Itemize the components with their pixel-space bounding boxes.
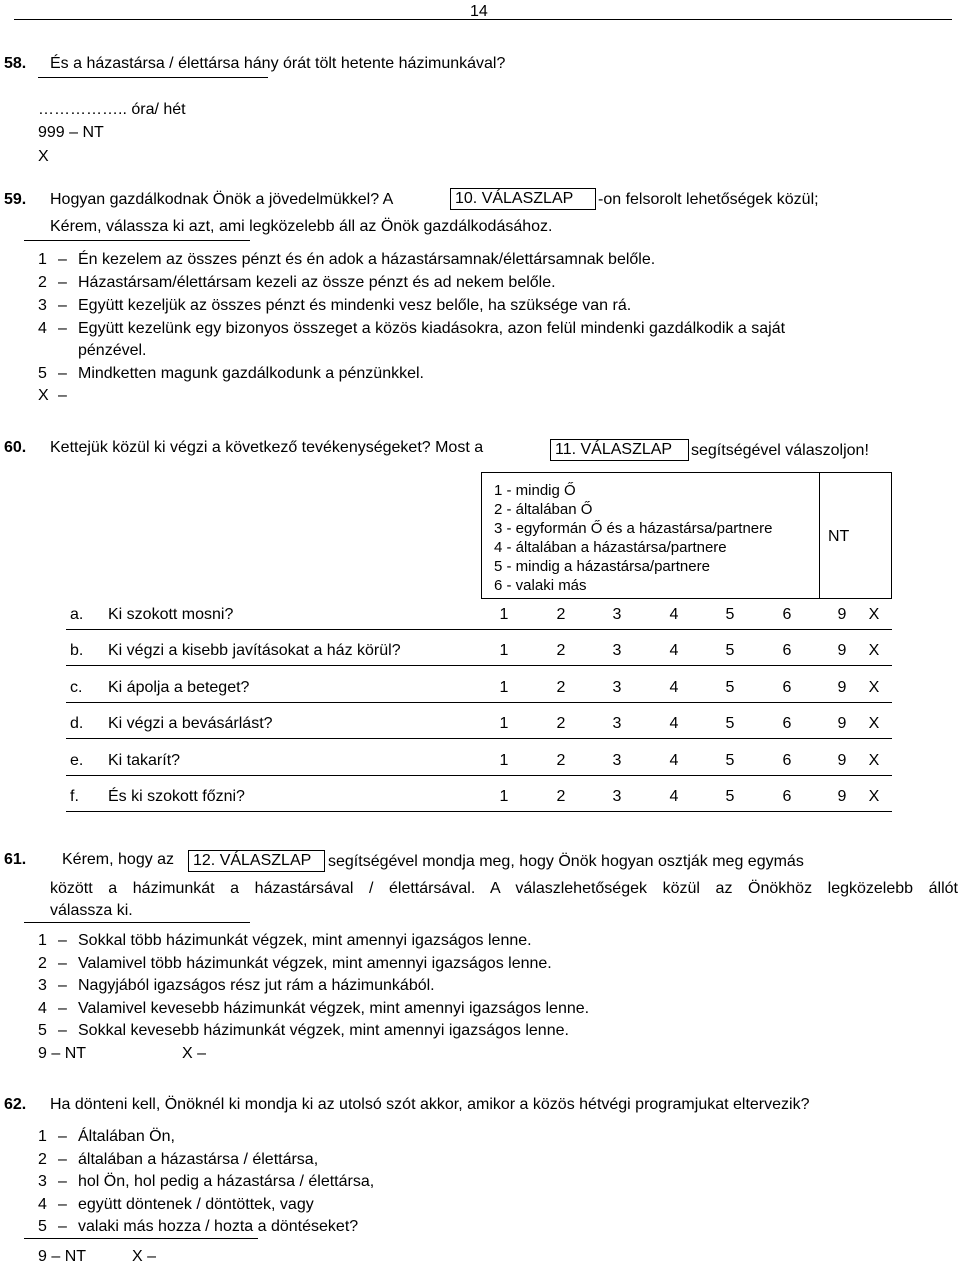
q62-option-x: X –: [132, 1248, 157, 1265]
answer-code[interactable]: 6: [782, 642, 792, 659]
answer-code[interactable]: 4: [669, 752, 679, 769]
answer-code[interactable]: 2: [556, 642, 566, 659]
legend-item: 4 - általában a házastársa/partnere: [494, 539, 727, 556]
q62-option-1: 1 – Általában Ön,: [38, 1128, 175, 1145]
answer-code[interactable]: 4: [669, 715, 679, 732]
legend-nt: NT: [828, 528, 850, 545]
q61-underline: [24, 922, 250, 923]
q60-intro-cont: segítségével válaszoljon!: [691, 442, 869, 459]
q60-intro: Kettejük közül ki végzi a következő tevékenységeket? Most a: [50, 439, 484, 456]
row-question: Ki szokott mosni?: [108, 606, 234, 623]
q58-answer-nt: 999 – NT: [38, 124, 104, 141]
answer-code[interactable]: X: [868, 752, 880, 769]
q59-intro-cont: -on felsorolt lehetőségek közül;: [598, 191, 819, 208]
q59-underline: [24, 240, 250, 241]
answer-code[interactable]: 4: [669, 788, 679, 805]
answer-code[interactable]: 1: [499, 788, 509, 805]
row-letter: a.: [70, 606, 84, 623]
answer-code[interactable]: 1: [499, 752, 509, 769]
legend-item: 6 - valaki más: [494, 577, 587, 594]
q61-line3: válassza ki.: [50, 902, 133, 919]
row-question: Ki végzi a bevásárlást?: [108, 715, 273, 732]
q61-valaszlap-box: 12. VÁLASZLAP: [188, 850, 325, 872]
q62-option-nt: 9 – NT: [38, 1248, 87, 1265]
legend-item: 2 - általában Ő: [494, 501, 593, 518]
answer-code[interactable]: 5: [725, 715, 735, 732]
answer-code[interactable]: 9: [837, 715, 847, 732]
row-rule: [66, 629, 892, 630]
q61-option-1: 1 – Sokkal több házimunkát végzek, mint amennyi igazságos lenne.: [38, 932, 532, 949]
q59-number: 59.: [4, 191, 27, 208]
answer-code[interactable]: 1: [499, 679, 509, 696]
answer-code[interactable]: 9: [837, 788, 847, 805]
answer-code[interactable]: 3: [612, 752, 622, 769]
answer-code[interactable]: 2: [556, 715, 566, 732]
q60-legend-list: [494, 481, 772, 595]
q59-option-2: 2 – Házastársam/élettársam kezeli az össze pénzt és ad nekem belőle.: [38, 274, 556, 291]
row-rule: [66, 775, 892, 776]
answer-code[interactable]: 3: [612, 606, 622, 623]
row-letter: d.: [70, 715, 84, 732]
answer-code[interactable]: 9: [837, 642, 847, 659]
q62-option-2: 2 – általában a házastársa / élettársa,: [38, 1151, 319, 1168]
row-letter: c.: [70, 679, 83, 696]
q62-question: Ha dönteni kell, Önöknél ki mondja ki az utolsó szót akkor, amikor a közös hétvégi programjukat eltervezik?: [50, 1096, 810, 1113]
answer-code[interactable]: 6: [782, 752, 792, 769]
q61-intro-cont: segítségével mondja meg, hogy Önök hogyan osztják meg egymás: [328, 853, 804, 870]
answer-code[interactable]: X: [868, 679, 880, 696]
q59-option-4-cont: pénzével.: [78, 342, 147, 359]
answer-code[interactable]: 5: [725, 606, 735, 623]
legend-item: 3 - egyformán Ő és a házastársa/partnere: [494, 520, 773, 537]
q61-number: 61.: [4, 851, 27, 868]
q58-answer-x: X: [38, 148, 49, 165]
q61-line2: között a házimunkát a házastársával / élettársával. A válaszlehetőségek közül az Önökhöz legközelebb állót: [50, 880, 958, 897]
answer-code[interactable]: 6: [782, 679, 792, 696]
q61-option-nt: 9 – NT: [38, 1045, 87, 1062]
legend-divider: [819, 473, 820, 598]
answer-code[interactable]: 1: [499, 715, 509, 732]
answer-code[interactable]: 3: [612, 679, 622, 696]
answer-code[interactable]: X: [868, 606, 880, 623]
answer-code[interactable]: 1: [499, 606, 509, 623]
q59-option-4: 4 – Együtt kezelünk egy bizonyos összeget a közös kiadásokra, azon felül mindenki gazdálkodik a saját: [38, 320, 786, 337]
q59-option-3: 3 – Együtt kezeljük az összes pénzt és mindenki vesz belőle, ha szüksége van rá.: [38, 297, 632, 314]
answer-code[interactable]: 6: [782, 788, 792, 805]
answer-code[interactable]: 4: [669, 606, 679, 623]
answer-code[interactable]: 5: [725, 679, 735, 696]
q59-option-x: X –: [38, 387, 67, 404]
q59-option-1: 1 – Én kezelem az összes pénzt és én adok a házastársamnak/élettársamnak belőle.: [38, 251, 656, 268]
answer-code[interactable]: 9: [837, 752, 847, 769]
row-letter: b.: [70, 642, 84, 659]
q58-number: 58.: [4, 55, 27, 72]
row-question: Ki végzi a kisebb javításokat a ház körül?: [108, 642, 401, 659]
answer-code[interactable]: 5: [725, 642, 735, 659]
q59-line2: Kérem, válassza ki azt, ami legközelebb áll az Önök gazdálkodásához.: [50, 218, 553, 235]
answer-code[interactable]: X: [868, 715, 880, 732]
q61-option-2: 2 – Valamivel több házimunkát végzek, mint amennyi igazságos lenne.: [38, 955, 552, 972]
answer-code[interactable]: 3: [612, 715, 622, 732]
answer-code[interactable]: 2: [556, 788, 566, 805]
q61-option-4: 4 – Valamivel kevesebb házimunkát végzek, mint amennyi igazságos lenne.: [38, 1000, 590, 1017]
q61-option-5: 5 – Sokkal kevesebb házimunkát végzek, mint amennyi igazságos lenne.: [38, 1022, 569, 1039]
q62-option-3: 3 – hol Ön, hol pedig a házastársa / élettársa,: [38, 1173, 375, 1190]
q61-option-3: 3 – Nagyjából igazságos rész jut rám a házimunkából.: [38, 977, 435, 994]
row-question: Ki takarít?: [108, 752, 181, 769]
legend-item: 5 - mindig a házastársa/partnere: [494, 558, 710, 575]
row-letter: f.: [70, 788, 79, 805]
header-rule: [14, 19, 952, 20]
answer-code[interactable]: 9: [837, 606, 847, 623]
q60-number: 60.: [4, 439, 27, 456]
q60-valaszlap-box: 11. VÁLASZLAP: [550, 439, 689, 461]
answer-code[interactable]: 5: [725, 788, 735, 805]
legend-item: 1 - mindig Ő: [494, 482, 576, 499]
row-question: Ki ápolja a beteget?: [108, 679, 250, 696]
q61-intro: Kérem, hogy az: [62, 851, 175, 868]
row-rule: [66, 738, 892, 739]
q58-underline: [38, 77, 268, 78]
answer-code[interactable]: 1: [499, 642, 509, 659]
q62-number: 62.: [4, 1096, 27, 1113]
row-letter: e.: [70, 752, 84, 769]
answer-code[interactable]: X: [868, 642, 880, 659]
answer-code[interactable]: 4: [669, 642, 679, 659]
q59-intro: Hogyan gazdálkodnak Önök a jövedelmükkel? A: [50, 191, 394, 208]
answer-code[interactable]: 9: [837, 679, 847, 696]
q58-answer-hours: …………….. óra/ hét: [38, 101, 186, 118]
page-number: 14: [470, 3, 488, 20]
answer-code[interactable]: 6: [782, 715, 792, 732]
q59-option-5: 5 – Mindketten magunk gazdálkodunk a pénzünkkel.: [38, 365, 424, 382]
answer-code[interactable]: 3: [612, 788, 622, 805]
answer-code[interactable]: 6: [782, 606, 792, 623]
row-rule: [66, 702, 892, 703]
answer-code[interactable]: 5: [725, 752, 735, 769]
q59-valaszlap-box: 10. VÁLASZLAP: [450, 188, 596, 210]
q62-option-4: 4 – együtt döntenek / döntöttek, vagy: [38, 1196, 314, 1213]
row-rule: [66, 665, 892, 666]
q62-option-5: 5 – valaki más hozza / hozta a döntéseket?: [38, 1218, 359, 1235]
row-rule: [66, 811, 892, 812]
q60-legend-box: [481, 472, 892, 599]
answer-code[interactable]: 2: [556, 606, 566, 623]
q58-question: És a házastársa / élettársa hány órát tölt hetente házimunkával?: [50, 55, 506, 72]
answer-code[interactable]: 3: [612, 642, 622, 659]
q61-option-x: X –: [182, 1045, 207, 1062]
q62-underline: [24, 1238, 258, 1239]
answer-code[interactable]: 4: [669, 679, 679, 696]
answer-code[interactable]: 2: [556, 679, 566, 696]
answer-code[interactable]: X: [868, 788, 880, 805]
answer-code[interactable]: 2: [556, 752, 566, 769]
row-question: És ki szokott főzni?: [108, 788, 245, 805]
